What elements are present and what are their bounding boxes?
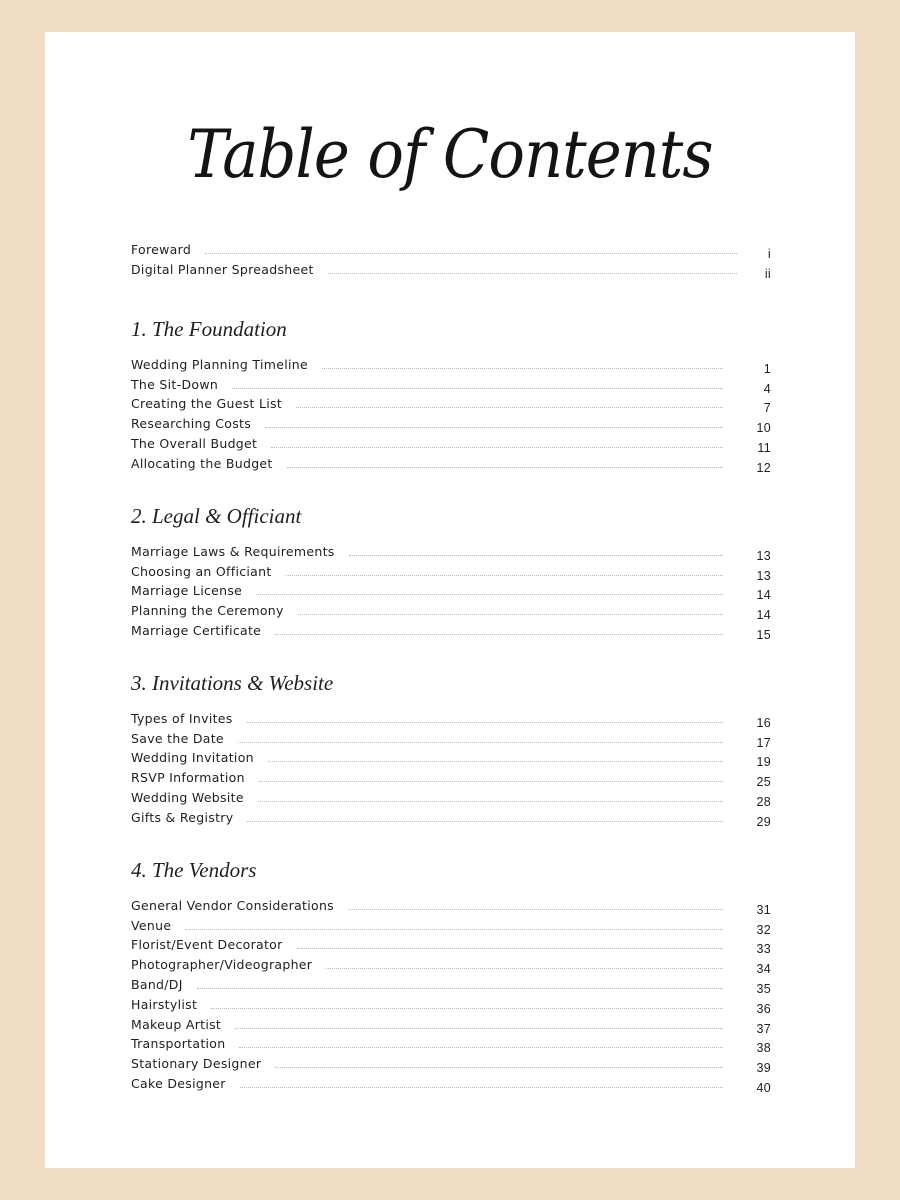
toc-entry[interactable] <box>131 1051 771 1076</box>
toc-entry[interactable] <box>131 765 771 790</box>
toc-entry-label: Florist/Event Decorator <box>131 937 283 953</box>
dot-leader <box>185 928 723 930</box>
toc-entry[interactable] <box>131 237 771 261</box>
dot-leader <box>211 1007 723 1009</box>
toc-entry-page: ii <box>764 266 771 281</box>
toc-entry-label: Transportation <box>131 1036 226 1052</box>
toc-entry-page: 7 <box>763 401 771 416</box>
dot-leader <box>322 367 723 369</box>
front-matter <box>131 237 771 281</box>
toc-entry[interactable] <box>131 598 771 623</box>
toc-entry-label: Hairstylist <box>131 996 198 1012</box>
section-legal-officiant <box>131 503 771 642</box>
section-foundation <box>131 316 771 475</box>
toc-entry-label: Planning the Ceremony <box>131 603 284 619</box>
toc-entry[interactable] <box>131 972 771 996</box>
toc-entry-label: Wedding Website <box>131 789 244 805</box>
dot-leader <box>297 947 723 949</box>
toc-entry[interactable] <box>131 579 771 603</box>
toc-entry-page: 19 <box>756 755 771 770</box>
toc-entry-label: Venue <box>131 917 172 933</box>
dot-leader <box>287 466 723 468</box>
toc-entry[interactable] <box>131 1071 771 1095</box>
dot-leader <box>247 721 723 723</box>
toc-entry-page: 10 <box>756 421 771 436</box>
toc-entry-page: 16 <box>756 715 771 730</box>
toc-entry-page: 13 <box>756 548 771 563</box>
dot-leader <box>197 987 723 989</box>
dot-leader <box>232 387 723 389</box>
dot-leader <box>349 554 723 556</box>
toc-entry-label: RSVP Information <box>131 770 245 786</box>
dot-leader <box>271 446 723 448</box>
toc-entry-page: 17 <box>756 735 771 750</box>
toc-entry[interactable] <box>131 952 771 977</box>
toc-entry-page: 11 <box>757 440 771 455</box>
toc-entry-label: The Sit-Down <box>131 376 219 392</box>
toc-entry-label: Foreward <box>131 241 192 257</box>
toc-entry-label: Digital Planner Spreadsheet <box>131 261 314 277</box>
toc-entry-label: Stationary Designer <box>131 1056 262 1072</box>
toc-entry-label: Allocating the Budget <box>131 455 273 471</box>
toc-entry-page: 34 <box>756 962 771 977</box>
toc-entry[interactable] <box>131 893 771 917</box>
dot-leader <box>238 741 723 743</box>
toc-entry-label: Cake Designer <box>131 1075 226 1091</box>
toc-entry-page: 15 <box>756 627 771 642</box>
toc-entry-page: 28 <box>756 794 771 809</box>
toc-entry-label: The Overall Budget <box>131 435 258 451</box>
toc-entry[interactable] <box>131 1032 771 1056</box>
toc-entry-label: Marriage Laws & Requirements <box>131 543 335 559</box>
toc-entry-label: Photographer/Videographer <box>131 957 313 973</box>
dot-leader <box>247 820 723 822</box>
toc-entry-page: i <box>767 246 771 261</box>
toc-entry-page: 38 <box>756 1041 771 1056</box>
toc-entry-page: 25 <box>756 775 771 790</box>
toc-entry[interactable] <box>131 352 771 376</box>
document-page <box>45 32 855 1168</box>
dot-leader <box>286 574 723 576</box>
dot-leader <box>205 252 737 254</box>
toc-entry-label: Marriage License <box>131 583 243 599</box>
dot-leader <box>326 967 723 969</box>
dot-leader <box>258 800 723 802</box>
dot-leader <box>268 760 723 762</box>
toc-entry[interactable] <box>131 392 771 416</box>
section-heading: 3. Invitations & Website <box>131 671 334 695</box>
toc-entry-label: General Vendor Considerations <box>131 897 334 913</box>
toc-entry[interactable] <box>131 746 771 770</box>
toc-entry[interactable] <box>131 411 771 436</box>
dot-leader <box>256 593 723 595</box>
toc-entry-label: Creating the Guest List <box>131 396 283 412</box>
toc-entry-label: Wedding Invitation <box>131 750 254 766</box>
dot-leader <box>298 613 723 615</box>
section-invitations-website <box>131 670 771 829</box>
dot-leader <box>265 426 723 428</box>
dot-leader <box>275 633 723 635</box>
toc-entry-label: Makeup Artist <box>131 1016 222 1032</box>
toc-entry[interactable] <box>131 785 771 809</box>
toc-entry[interactable] <box>131 992 771 1016</box>
toc-entry-label: Save the Date <box>131 730 224 746</box>
toc-entry-page: 12 <box>756 460 771 475</box>
toc-entry[interactable] <box>131 726 771 750</box>
section-heading: 1. The Foundation <box>131 317 287 341</box>
section-heading: 4. The Vendors <box>131 858 257 882</box>
toc-entry[interactable] <box>131 805 771 829</box>
toc-entry[interactable] <box>131 913 771 937</box>
toc-entry-page: 39 <box>756 1061 771 1076</box>
toc-entry-page: 32 <box>756 922 771 937</box>
toc-entry[interactable] <box>131 372 771 396</box>
toc-entry-page: 37 <box>756 1021 771 1036</box>
toc-entry-page: 13 <box>756 568 771 583</box>
dot-leader <box>328 272 737 274</box>
toc-entry-label: Types of Invites <box>131 710 233 726</box>
toc-entry-label: Wedding Planning Timeline <box>131 356 308 372</box>
toc-entry-page: 14 <box>756 608 771 623</box>
toc-entry-label: Researching Costs <box>131 416 252 432</box>
toc-entry-page: 36 <box>756 1001 771 1016</box>
toc-entry-page: 4 <box>763 381 771 396</box>
toc-entry-page: 35 <box>756 981 771 996</box>
toc-entry-label: Band/DJ <box>131 976 183 992</box>
toc-entry[interactable] <box>131 933 771 957</box>
dot-leader <box>235 1027 723 1029</box>
dot-leader <box>239 1046 723 1048</box>
dot-leader <box>348 908 723 910</box>
toc-entry-page: 33 <box>756 942 771 957</box>
toc-entry-page: 31 <box>756 902 771 917</box>
dot-leader <box>259 780 723 782</box>
toc-entry-page: 14 <box>756 588 771 603</box>
toc-entry[interactable] <box>131 559 771 583</box>
page-title: Table of Contents <box>187 116 713 193</box>
toc-entry-page: 40 <box>756 1080 771 1095</box>
toc-entry-page: 1 <box>763 361 771 376</box>
toc-entry[interactable] <box>131 539 771 563</box>
toc-entry[interactable] <box>131 1012 771 1036</box>
toc-entry[interactable] <box>131 618 771 642</box>
section-vendors <box>131 857 771 1095</box>
toc-entry[interactable] <box>131 706 771 730</box>
toc-entry[interactable] <box>131 257 771 281</box>
toc-entry-page: 29 <box>756 814 771 829</box>
dot-leader <box>275 1066 723 1068</box>
toc-entry-label: Gifts & Registry <box>131 809 234 825</box>
dot-leader <box>296 406 723 408</box>
dot-leader <box>240 1086 723 1088</box>
toc-entry-label: Marriage Certificate <box>131 622 262 638</box>
toc-entry[interactable] <box>131 451 771 475</box>
toc-entry[interactable] <box>131 431 771 455</box>
toc-entry-label: Choosing an Officiant <box>131 563 272 579</box>
section-heading: 2. Legal & Officiant <box>131 504 302 528</box>
